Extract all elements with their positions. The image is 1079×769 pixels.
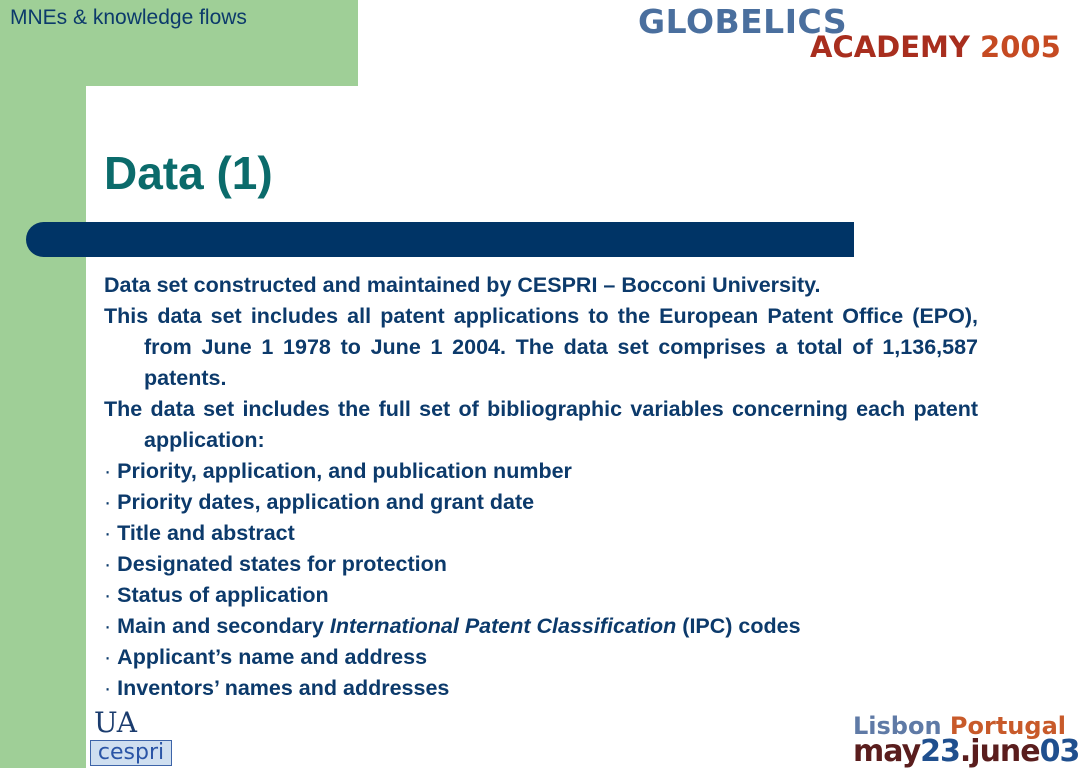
academy-year: 2005 bbox=[980, 30, 1061, 64]
bullet-marker: · bbox=[104, 459, 112, 483]
bullet-marker: · bbox=[104, 552, 112, 576]
ua-logo: UA bbox=[94, 706, 137, 739]
list-item-text: Designated states for protection bbox=[117, 552, 447, 576]
date-may-num: 23 bbox=[920, 734, 960, 769]
list-item bbox=[104, 673, 978, 704]
ipc-suffix: (IPC) codes bbox=[676, 614, 801, 638]
list-item bbox=[104, 549, 978, 580]
globelics-logo: GLOBELICS bbox=[638, 2, 848, 41]
date-june: .june bbox=[959, 734, 1040, 769]
header-title: MNEs & knowledge flows bbox=[10, 6, 247, 29]
title-underline-bar bbox=[26, 222, 854, 257]
list-item bbox=[104, 518, 978, 549]
paragraph-2: This data set includes all patent applications to the European Patent Office (EPO), from June 1 1978 to June 1 2004. The data set comprises a total of 1,136,587 patents. bbox=[104, 304, 978, 390]
list-item-text: Priority, application, and publication number bbox=[117, 459, 572, 483]
bullet-marker: · bbox=[104, 645, 112, 669]
list-item bbox=[104, 456, 978, 487]
side-band bbox=[0, 0, 86, 768]
list-item-text: Applicant’s name and address bbox=[117, 645, 428, 669]
paragraph-3: The data set includes the full set of bibliographic variables concerning each patent application: bbox=[104, 397, 978, 452]
portugal-text: Portugal bbox=[949, 712, 1066, 740]
paragraph-1: Data set constructed and maintained by CESPRI – Bocconi University. bbox=[104, 273, 821, 297]
lisbon-text: Lisbon bbox=[853, 712, 942, 740]
page-title: Data (1) bbox=[104, 147, 273, 199]
list-item-text: Inventors’ names and addresses bbox=[117, 676, 450, 700]
bullet-marker: · bbox=[104, 521, 112, 545]
dates-logo bbox=[853, 734, 1079, 769]
ipc-italic: International Patent Classification bbox=[329, 614, 677, 638]
bullet-marker: · bbox=[104, 676, 112, 700]
date-may: may bbox=[853, 734, 921, 769]
slide-content bbox=[104, 270, 978, 704]
date-june-num: 03 bbox=[1039, 734, 1079, 769]
ipc-prefix: Main and secondary bbox=[117, 614, 330, 638]
academy-text: ACADEMY bbox=[810, 30, 970, 64]
bullet-marker: · bbox=[104, 583, 112, 607]
bullet-marker: · bbox=[104, 490, 112, 514]
list-item-ipc bbox=[104, 611, 978, 642]
academy-logo bbox=[810, 30, 1061, 64]
bullet-marker: · bbox=[104, 614, 112, 638]
list-item-text: Title and abstract bbox=[117, 521, 295, 545]
list-item bbox=[104, 580, 978, 611]
list-item bbox=[104, 642, 978, 673]
list-item-text: Status of application bbox=[117, 583, 329, 607]
cespri-logo: cespri bbox=[90, 740, 172, 766]
list-item-text: Priority dates, application and grant date bbox=[117, 490, 535, 514]
list-item bbox=[104, 487, 978, 518]
